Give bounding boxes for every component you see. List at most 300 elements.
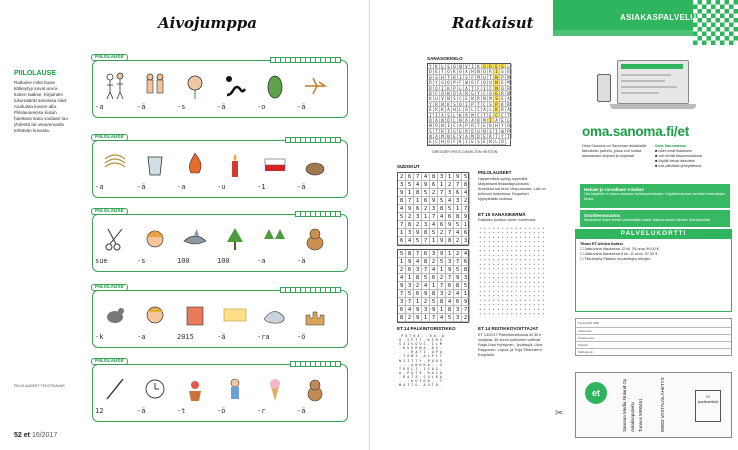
grid-cell: K — [458, 113, 464, 118]
grid-cell: G — [440, 80, 446, 85]
grid-cell: O — [446, 139, 452, 144]
sudoku-grid-1 — [397, 172, 469, 246]
grid-cell: V — [464, 64, 470, 69]
grid-cell: T — [506, 113, 512, 118]
grid-cell: 7 — [406, 298, 414, 306]
palkinto-heading: ET 14 PALKINTORISTIKKO — [397, 326, 456, 331]
address-change-heading: Osoitteenmuutos — [584, 213, 621, 218]
grid-cell: 4 — [422, 173, 430, 181]
laptop-screen-header — [621, 64, 683, 69]
grid-cell: 4 — [438, 213, 446, 221]
puzzle-row — [92, 209, 348, 272]
puzzle-label: -a — [95, 103, 104, 111]
grid-cell: T — [482, 113, 488, 118]
subscriber-form[interactable] — [575, 318, 732, 356]
grid-cell: I — [482, 86, 488, 91]
grid-cell: 3 — [446, 258, 454, 266]
answer-boxes[interactable] — [291, 361, 341, 367]
grid-cell: V — [458, 134, 464, 139]
grid-cell: 8 — [414, 189, 422, 197]
grid-cell: I — [440, 86, 446, 91]
grid-cell: E — [458, 129, 464, 134]
grid-cell: L — [452, 113, 458, 118]
grid-cell: L — [458, 86, 464, 91]
grid-cell: L — [470, 107, 476, 112]
grid-cell: 8 — [414, 274, 422, 282]
grid-cell: 7 — [406, 197, 414, 205]
answer-boxes[interactable] — [281, 287, 341, 293]
tree-icon — [223, 225, 247, 255]
grid-cell: 2 — [454, 237, 462, 245]
form-label: Sähköposti — [578, 350, 593, 354]
grid-cell: E — [482, 134, 488, 139]
grid-cell: K — [428, 96, 434, 101]
grid-cell: S — [488, 129, 494, 134]
grid-cell: 5 — [406, 290, 414, 298]
grid-cell: 5 — [414, 237, 422, 245]
grid-cell: 2 — [398, 266, 406, 274]
grid-cell: 1 — [462, 221, 470, 229]
girl-face-icon — [143, 225, 167, 255]
grid-cell: 3 — [430, 250, 438, 258]
grid-cell: O — [440, 91, 446, 96]
grid-cell: E — [428, 139, 434, 144]
grid-cell: 7 — [398, 290, 406, 298]
grid-cell: O — [482, 80, 488, 85]
word-search-answer: GREGORY PECK CHARLTON HESTON — [432, 150, 498, 154]
sandcastle-icon — [303, 301, 327, 331]
grid-cell: 9 — [438, 250, 446, 258]
grid-cell: 2 — [462, 197, 470, 205]
pen-icon — [103, 375, 127, 405]
grid-cell: T — [476, 123, 482, 128]
cat-icon — [303, 375, 327, 405]
card-option[interactable]: Jatkuvana tilauksena 6 kk, 11 nroa, 57,00 € — [584, 252, 658, 256]
grid-cell: C — [434, 139, 440, 144]
grid-cell: 8 — [422, 258, 430, 266]
grid-cell: 8 — [454, 213, 462, 221]
grid-cell: N — [428, 134, 434, 139]
card-option[interactable]: Jatkuvana tilauksena 12 kk, 25 nroa 99,00 € — [584, 247, 659, 251]
grid-cell: T — [476, 102, 482, 107]
puzzle-label: -s — [177, 103, 186, 111]
snake-icon — [223, 71, 247, 101]
grid-cell: A — [470, 118, 476, 123]
puzzle-label: -ä — [137, 183, 146, 191]
grid-cell: K — [446, 86, 452, 91]
grid-cell: 5 — [422, 274, 430, 282]
grid-cell: 8 — [430, 173, 438, 181]
puzzle-row — [92, 285, 348, 348]
service-url[interactable]: oma.sanoma.fi/et — [582, 124, 690, 139]
grid-cell: 1 — [414, 197, 422, 205]
grid-cell: 9 — [454, 274, 462, 282]
grid-cell: 3 — [438, 173, 446, 181]
grid-cell: C — [476, 113, 482, 118]
airplane-icon — [303, 71, 327, 101]
grid-cell: 2 — [462, 314, 470, 322]
grid-cell: G — [500, 64, 506, 69]
grid-cell: A — [464, 86, 470, 91]
puzzle-tag: PIILOLAUSE — [91, 284, 128, 291]
grid-cell: 6 — [430, 274, 438, 282]
grid-cell: C — [488, 86, 494, 91]
grid-cell: I — [446, 129, 452, 134]
grid-cell: 8 — [398, 197, 406, 205]
grid-cell: A — [482, 107, 488, 112]
grid-cell: 7 — [454, 258, 462, 266]
grid-cell: T — [488, 75, 494, 80]
grid-cell: 7 — [462, 205, 470, 213]
grid-cell: A — [506, 107, 512, 112]
grid-cell: D — [428, 69, 434, 74]
grid-cell: 7 — [446, 274, 454, 282]
grid-cell: E — [494, 91, 500, 96]
grid-cell: 1 — [430, 282, 438, 290]
grid-cell: 1 — [430, 237, 438, 245]
grid-cell: 8 — [438, 205, 446, 213]
grid-cell: 6 — [446, 213, 454, 221]
puzzle-label: -ä — [297, 407, 306, 415]
card-option[interactable]: Tilauksella Pääsen muutettujen ehtojen — [584, 257, 651, 261]
puzzle-label: -t — [177, 407, 186, 415]
grid-cell: I — [464, 139, 470, 144]
grid-cell: T — [494, 134, 500, 139]
puzzle-label: -k — [95, 333, 104, 341]
grid-cell: 9 — [438, 237, 446, 245]
side-instructions: Ratkaise mikä lause kätkeytyy kuvat-arvoi-tusten taakse. Kirjainten lukumäärät sanoissa näet ruuduista kuvien alla. Piilolauseessa kuluin haettava sana voidaan tuo yhdestä tai useammasta tehtävän kuvasta. — [14, 80, 68, 133]
grid-cell: N — [506, 91, 512, 96]
grid-cell: L — [506, 64, 512, 69]
grid-cell: 7 — [430, 213, 438, 221]
feature-item: löydät tietoa laskuista — [658, 159, 695, 163]
grid-cell: 4 — [406, 306, 414, 314]
scissors-icon — [103, 225, 127, 255]
puzzle-label: sue — [95, 257, 108, 265]
grid-cell: 9 — [446, 266, 454, 274]
grid-cell: R — [428, 86, 434, 91]
grid-cell: 8 — [406, 250, 414, 258]
grid-cell: 2 — [406, 314, 414, 322]
grid-cell: 7 — [422, 237, 430, 245]
pinecone-icon — [263, 71, 287, 101]
grid-cell: N — [440, 102, 446, 107]
envelope-address: 00003 VASTAUSLÄHETYS — [660, 377, 665, 432]
grid-cell: E — [500, 96, 506, 101]
grid-cell: A — [458, 91, 464, 96]
grid-cell: P — [452, 80, 458, 85]
grid-cell: Y — [428, 64, 434, 69]
grid-cell: 8 — [422, 229, 430, 237]
grid-cell: O — [500, 86, 506, 91]
grid-cell: C — [452, 123, 458, 128]
grid-cell: R — [440, 129, 446, 134]
grid-cell: 9 — [422, 181, 430, 189]
grid-cell: P — [452, 86, 458, 91]
grid-cell: M — [470, 113, 476, 118]
bird-icon — [103, 301, 127, 331]
grid-cell: 1 — [454, 205, 462, 213]
grid-cell: M — [440, 134, 446, 139]
grid-cell: R — [464, 91, 470, 96]
grid-cell: Y — [500, 123, 506, 128]
grid-cell: R — [428, 80, 434, 85]
grid-cell: S — [500, 69, 506, 74]
puzzle-label: 12 — [95, 407, 104, 415]
puzzle-tag: PIILOLAUSE — [91, 358, 128, 365]
screen-line — [621, 74, 671, 76]
puzzle-label: -a — [177, 183, 186, 191]
answer-boxes[interactable] — [296, 211, 341, 217]
grid-cell: 1 — [438, 306, 446, 314]
cup-icon — [143, 151, 167, 181]
grid-cell: N — [488, 139, 494, 144]
grid-cell: R — [488, 69, 494, 74]
grid-cell: H — [440, 75, 446, 80]
word-search-grid — [427, 63, 511, 146]
grid-cell: 4 — [430, 221, 438, 229]
grid-cell: 6 — [414, 205, 422, 213]
grid-cell: P — [464, 123, 470, 128]
grid-cell: F — [434, 91, 440, 96]
grid-cell: 4 — [454, 229, 462, 237]
grid-cell: 3 — [414, 266, 422, 274]
puzzle-label: 2015 — [177, 333, 194, 341]
grid-cell: O — [446, 118, 452, 123]
puzzle-label: -ä — [217, 103, 226, 111]
grid-cell: T — [440, 69, 446, 74]
voittajat-heading: ET 14 RISTIKKOVOITTAJAT — [478, 326, 539, 331]
grid-cell: O — [470, 80, 476, 85]
grid-cell: N — [482, 129, 488, 134]
grid-cell: U — [476, 129, 482, 134]
flower-icon — [183, 71, 207, 101]
grid-cell: 6 — [422, 197, 430, 205]
grid-cell: 9 — [398, 189, 406, 197]
page-gutter — [369, 0, 370, 450]
grid-cell: 2 — [398, 173, 406, 181]
clock-icon — [143, 375, 167, 405]
grid-cell: 4 — [430, 266, 438, 274]
screen-line — [621, 92, 659, 94]
grid-cell: 8 — [462, 181, 470, 189]
address-change-text: Muutokset tulee tehdä viimeistään kaksi viikkoa ennen lehden ilmestymistä. — [584, 218, 711, 222]
grid-cell: N — [476, 69, 482, 74]
grid-cell: I — [470, 64, 476, 69]
grid-cell: 3 — [462, 237, 470, 245]
grid-cell: 4 — [462, 250, 470, 258]
phone-illustration — [597, 74, 611, 102]
flag-icon — [263, 151, 287, 181]
grid-cell: N — [482, 96, 488, 101]
grid-cell: A — [458, 123, 464, 128]
grid-cell: L — [452, 118, 458, 123]
puzzle-label: -a — [95, 183, 104, 191]
grid-cell: S — [452, 102, 458, 107]
grid-cell: O — [452, 64, 458, 69]
puzzle-label: -ä — [297, 257, 306, 265]
puzzle-label: -s — [137, 257, 146, 265]
e-invoice-heading: Haluan jo torvaltuen e-lasku! — [584, 187, 645, 192]
grid-cell: 2 — [414, 221, 422, 229]
puzzle-label: 100 — [177, 257, 190, 265]
voittajat-text: ET 14/2017 Palkintoristikossa oli 30 e lunajista. 30 euron palkinnon voittivat Raija-Liisa Hyötyinen, Jyväskylä, Liisa Rapponen, Lapua, ja Tuija Tikanniemi, Korpilahti. — [478, 333, 543, 357]
grid-cell: C — [476, 107, 482, 112]
screen-line — [621, 86, 677, 88]
puzzle-label: -1 — [257, 183, 266, 191]
answer-boxes[interactable] — [286, 137, 341, 143]
grid-cell: S — [476, 139, 482, 144]
grid-cell: 3 — [422, 306, 430, 314]
grid-cell: 2 — [414, 282, 422, 290]
grid-cell: T — [470, 86, 476, 91]
grid-cell: E — [452, 134, 458, 139]
grid-cell: A — [446, 107, 452, 112]
grid-cell: F — [470, 75, 476, 80]
grid-cell: M — [488, 96, 494, 101]
grid-cell: 3 — [454, 314, 462, 322]
grid-cell: 2 — [430, 258, 438, 266]
grid-cell: 8 — [406, 221, 414, 229]
grid-cell: 6 — [406, 266, 414, 274]
grid-cell: 4 — [406, 237, 414, 245]
grid-cell: R — [464, 113, 470, 118]
ad-header-title: ASIAKASPALVELU — [620, 13, 697, 22]
grid-cell: O — [464, 107, 470, 112]
grid-cell: 8 — [446, 237, 454, 245]
grid-cell: 9 — [398, 282, 406, 290]
page-title-brain-gym: Aivojumppa — [158, 14, 257, 32]
grid-cell: 3 — [454, 197, 462, 205]
grid-cell: A — [434, 134, 440, 139]
grid-cell: 9 — [454, 173, 462, 181]
grid-cell: L — [488, 107, 494, 112]
grid-cell: Y — [428, 102, 434, 107]
grid-cell: A — [464, 118, 470, 123]
grid-cell: R — [434, 107, 440, 112]
grid-cell: R — [488, 64, 494, 69]
grid-cell: 2 — [438, 229, 446, 237]
grid-cell: 1 — [446, 250, 454, 258]
puzzle-label: -o — [257, 103, 266, 111]
grid-cell: 1 — [462, 290, 470, 298]
grid-cell: 3 — [398, 298, 406, 306]
puzzle-label: -a — [137, 333, 146, 341]
screen-line — [621, 80, 665, 82]
grid-cell: 5 — [398, 213, 406, 221]
puzzle-row — [92, 135, 348, 198]
grid-cell: N — [446, 96, 452, 101]
grid-cell: 1 — [414, 298, 422, 306]
whale-icon — [263, 301, 287, 331]
page-number — [14, 432, 57, 439]
puzzle-label: -ä — [137, 103, 146, 111]
feature-item: voit tehdä tilausmuutoksia — [658, 154, 703, 158]
fire-icon — [183, 151, 207, 181]
grid-cell: 3 — [406, 282, 414, 290]
grid-cell: 3 — [414, 213, 422, 221]
grid-cell: S — [488, 102, 494, 107]
grid-cell: 3 — [422, 221, 430, 229]
e-invoice-text: Ota käyttöön e-lasku omassa verkkopankissasi. Käyttöönotossa tarvitset laskuttajan tiedot. — [584, 192, 725, 201]
grid-cell: N — [470, 96, 476, 101]
grid-cell: 3 — [398, 181, 406, 189]
grid-cell: 5 — [446, 314, 454, 322]
grid-cell: Y — [434, 80, 440, 85]
puzzle-row — [92, 359, 348, 422]
grid-cell: 6 — [446, 282, 454, 290]
grid-cell: E — [506, 69, 512, 74]
grid-cell: 3 — [454, 306, 462, 314]
grid-cell: O — [500, 139, 506, 144]
grid-cell: T — [506, 134, 512, 139]
puzzle-label: -ö — [297, 333, 306, 341]
grid-cell: 2 — [454, 250, 462, 258]
kirjain-text: Ratkaisu puuttuu viime numerosta. — [478, 218, 537, 222]
grid-cell: R — [500, 107, 506, 112]
grid-cell: 3 — [446, 189, 454, 197]
grid-cell: 4 — [414, 181, 422, 189]
people-icon — [143, 71, 167, 101]
kirjain-heading: ET 15 SANASIKERMÄ — [478, 212, 526, 217]
grid-cell: 5 — [438, 197, 446, 205]
puzzle-label: -ä — [137, 407, 146, 415]
grid-cell: P — [494, 102, 500, 107]
form-label: Puhelin — [578, 343, 589, 347]
grid-cell: 5 — [462, 282, 470, 290]
grid-cell: F — [452, 139, 458, 144]
grid-cell: G — [452, 129, 458, 134]
grid-cell: 2 — [430, 189, 438, 197]
grid-cell: 1 — [422, 314, 430, 322]
grid-cell: 7 — [422, 266, 430, 274]
grid-cell: S — [446, 113, 452, 118]
grid-cell: P — [470, 102, 476, 107]
grid-cell: I — [434, 113, 440, 118]
grid-cell: 6 — [462, 258, 470, 266]
grid-cell: 3 — [438, 290, 446, 298]
grid-cell: 4 — [446, 298, 454, 306]
grid-cell: 9 — [414, 229, 422, 237]
page-number-value: 52 — [14, 432, 22, 439]
grid-cell: O — [434, 86, 440, 91]
answer-boxes[interactable] — [271, 57, 341, 63]
grid-cell: I — [446, 123, 452, 128]
ad-intro-text: Oma Sanoma on Sanoman asiakkaille tarkoitettu palvelu, jossa voit hoitaa tilausasiasi helposti ja nopeasti. — [582, 144, 647, 158]
grid-cell: 9 — [446, 221, 454, 229]
grid-cell: 9 — [462, 213, 470, 221]
grid-cell: 4 — [398, 205, 406, 213]
form-label: TILAAJAN NIMI — [578, 321, 600, 325]
grid-cell: W — [464, 80, 470, 85]
form-label: Lähiosoite — [578, 329, 592, 333]
grid-cell: 7 — [398, 221, 406, 229]
grid-cell: R — [506, 86, 512, 91]
dog-icon — [303, 225, 327, 255]
grid-cell: A — [464, 69, 470, 74]
grid-cell: Y — [476, 91, 482, 96]
grid-cell: 4 — [414, 258, 422, 266]
grid-cell: 6 — [422, 250, 430, 258]
service-card — [575, 238, 732, 312]
piilolauseet-text: Hapanvilkkis syntyy kaymällä. Marjattavat leskkalsipuolokata. Amerikka sai viron Vespucciolta. Laki on tullivuori Islannissa. Roquefort kypsytetään luolissa. — [478, 177, 546, 201]
grid-cell: 1 — [398, 229, 406, 237]
grid-cell: 8 — [446, 306, 454, 314]
grid-cell: S — [464, 75, 470, 80]
puzzle-label: -ä — [297, 183, 306, 191]
grid-cell: 9 — [422, 290, 430, 298]
grid-cell: Y — [500, 134, 506, 139]
